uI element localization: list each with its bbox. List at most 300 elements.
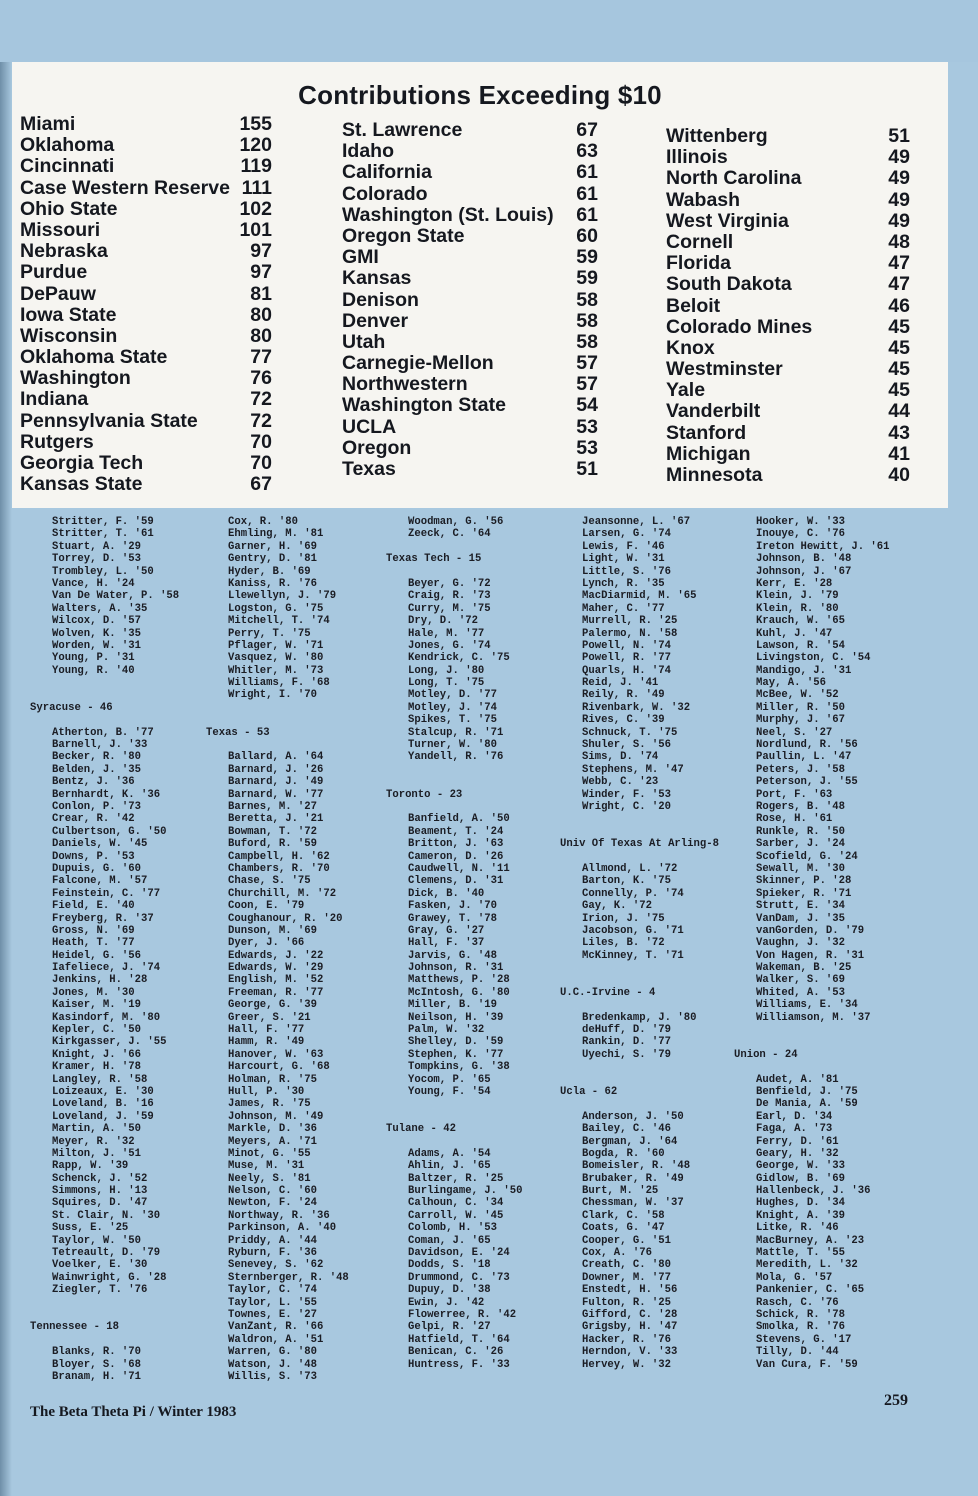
contribution-count: 45 <box>888 336 910 359</box>
contribution-count: 57 <box>576 352 598 375</box>
section-heading: Univ Of Texas At Arling-8 <box>560 838 719 851</box>
donor-entry: Krauch, W. '65 <box>756 615 846 628</box>
donor-entry: Young, F. '54 <box>408 1085 491 1098</box>
donor-entry: Bomeisler, R. '48 <box>582 1160 691 1173</box>
donor-entry: Miller, R. '50 <box>756 701 846 714</box>
donor-entry: Gifford, C. '28 <box>582 1309 678 1321</box>
ranking-row <box>20 347 272 368</box>
donor-entry: Edwards, J. '22 <box>228 949 324 962</box>
listing-column-4 <box>560 516 719 1371</box>
school-name: South Dakota <box>666 273 792 296</box>
donor-entry: Knight, A. '39 <box>756 1209 846 1222</box>
donor-entry: Taylor, C. '74 <box>228 1284 318 1297</box>
contribution-count: 40 <box>888 464 910 486</box>
donor-entry: Warren, G. '80 <box>228 1346 318 1359</box>
donor-entry: Turner, W. '80 <box>408 739 498 752</box>
contribution-count: 43 <box>888 421 910 444</box>
donor-entry: Craig, R. '73 <box>408 590 491 603</box>
spacer <box>228 714 349 726</box>
donor-entry: Chessman, W. '37 <box>582 1197 684 1210</box>
contribution-count: 67 <box>250 473 272 496</box>
donor-entry: Edwards, W. '29 <box>228 962 324 975</box>
donor-entry: Johnson, B. '48 <box>756 553 852 566</box>
donor-entry: De Mania, A. '59 <box>756 1098 858 1111</box>
donor-entry: Ehmling, M. '81 <box>228 528 324 541</box>
donor-entry: Chambers, R. '70 <box>228 862 330 875</box>
ranking-row <box>20 389 272 410</box>
donor-entry: Llewellyn, J. '79 <box>228 590 337 603</box>
donor-entry: Schenck, J. '52 <box>52 1172 148 1185</box>
donor-entry: Van Cura, F. '59 <box>756 1358 858 1371</box>
donor-entry: Nordlund, R. '56 <box>756 739 858 752</box>
donor-entry: Blanks, R. '70 <box>52 1346 142 1359</box>
contribution-count: 60 <box>576 224 598 247</box>
ranking-row <box>666 253 910 274</box>
donor-entry: Neely, S. '81 <box>228 1172 311 1185</box>
donor-entry: Whitler, M. '73 <box>228 664 324 677</box>
donor-entry: Jones, G. '74 <box>408 639 491 652</box>
school-name: Iowa State <box>20 303 117 326</box>
spacer <box>408 1111 522 1123</box>
spacer <box>408 541 522 553</box>
donor-entry: vanGorden, D. '79 <box>756 924 865 937</box>
donor-entry: Campbell, H. '62 <box>228 850 330 863</box>
donor-entry: Barton, K. '75 <box>582 875 672 888</box>
ranking-row <box>666 168 910 189</box>
donor-entry: Buford, R. '59 <box>228 838 318 851</box>
donor-entry: George, W. '33 <box>756 1160 846 1173</box>
spacer <box>52 1309 179 1321</box>
school-name: Yale <box>666 379 706 402</box>
contribution-count: 101 <box>239 218 272 241</box>
ranking-row <box>666 274 910 295</box>
school-name: Carnegie-Mellon <box>342 352 494 375</box>
donor-entry: Paullin, L. '47 <box>756 751 852 764</box>
donor-entry: Mattle, T. '55 <box>756 1247 846 1260</box>
footer-publication: The Beta Theta Pi / Winter 1983 <box>30 1404 237 1420</box>
donor-entry: Downs, P. '53 <box>52 850 135 863</box>
contribution-count: 45 <box>888 315 910 338</box>
donor-entry: Bernhardt, K. '36 <box>52 788 161 801</box>
donor-entry: Cooper, G. '51 <box>582 1234 672 1247</box>
contribution-count: 102 <box>239 197 272 220</box>
donor-entry: Conlon, P. '73 <box>52 800 142 813</box>
donor-entry: Hughes, D. '34 <box>756 1197 846 1210</box>
donor-entry: Voelker, E. '30 <box>52 1259 148 1272</box>
spacer <box>582 999 719 1011</box>
spacer <box>408 764 522 776</box>
ranking-row <box>666 401 910 422</box>
contribution-count: 59 <box>576 246 598 269</box>
donor-entry: Worden, W. '31 <box>52 639 142 652</box>
donor-entry: Smolka, R. '76 <box>756 1321 846 1334</box>
school-name: Missouri <box>20 218 101 241</box>
school-name: California <box>342 161 432 184</box>
donor-entry: McBee, W. '52 <box>756 689 839 702</box>
donor-entry: James, R. '75 <box>228 1098 311 1111</box>
school-name: Northwestern <box>342 373 468 396</box>
donor-entry: Parkinson, A. '40 <box>228 1222 337 1235</box>
donor-entry: Rose, H. '61 <box>756 813 833 826</box>
school-name: St. Lawrence <box>342 119 463 141</box>
donor-entry: Gelpi, R. '27 <box>408 1321 491 1334</box>
school-name: Kansas State <box>20 473 143 496</box>
donor-entry: Kendrick, C. '75 <box>408 652 510 665</box>
donor-entry: Powell, R. '77 <box>582 652 672 665</box>
section-heading: Toronto - 23 <box>386 788 463 801</box>
donor-entry: Palermo, N. '58 <box>582 627 678 640</box>
donor-entry: Fulton, R. '25 <box>582 1296 672 1309</box>
donor-entry: Kasindorf, M. '80 <box>52 1011 161 1024</box>
donor-entry: Loveland, J. '59 <box>52 1110 154 1123</box>
donor-entry: Milton, J. '51 <box>52 1147 142 1160</box>
ranking-row <box>20 241 272 262</box>
donor-entry: Kerr, E. '28 <box>756 577 833 590</box>
donor-entry: Ireton Hewitt, J. '61 <box>756 540 890 553</box>
donor-entry: Drummond, C. '73 <box>408 1271 510 1284</box>
school-name: Beloit <box>666 294 721 317</box>
spacer <box>756 1061 890 1073</box>
donor-entry: Geary, H. '32 <box>756 1147 839 1160</box>
donor-entry: Freeman, R. '77 <box>228 986 324 999</box>
donor-entry: Holman, R. '75 <box>228 1073 318 1086</box>
donor-entry: English, M. '52 <box>228 974 324 987</box>
donor-entry: Kaniss, R. '76 <box>228 577 318 590</box>
donor-entry: Crear, R. '42 <box>52 813 135 826</box>
section-heading: Texas - 53 <box>206 726 270 739</box>
donor-entry: Inouye, C. '76 <box>756 528 846 541</box>
school-name: Washington (St. Louis) <box>342 203 554 226</box>
donor-entry: Stuart, A. '29 <box>52 540 142 553</box>
donor-entry: Port, F. '63 <box>756 788 833 801</box>
donor-entry: Feinstein, C. '77 <box>52 887 161 900</box>
donor-entry: Chase, S. '75 <box>228 875 311 888</box>
school-name: Case Western Reserve <box>20 176 230 199</box>
contribution-count: 53 <box>576 415 598 438</box>
donor-entry: Lynch, R. '35 <box>582 577 665 590</box>
donor-entry: May, A. '56 <box>756 677 826 690</box>
ranking-row <box>20 114 272 135</box>
spacer <box>408 776 522 788</box>
donor-entry: Hamm, R. '49 <box>228 1036 305 1049</box>
donor-entry: Perry, T. '75 <box>228 627 311 640</box>
donor-entry: Strutt, E. '34 <box>756 900 846 913</box>
donor-entry: Kirkgasser, J. '55 <box>52 1036 167 1049</box>
donor-entry: Bailey, C. '46 <box>582 1123 672 1136</box>
donor-entry: Enstedt, H. '56 <box>582 1284 678 1297</box>
contribution-count: 77 <box>250 346 272 369</box>
ranking-row <box>666 126 910 147</box>
donor-entry: Johnson, R. '31 <box>408 962 504 975</box>
ranking-row <box>342 311 598 332</box>
section-heading: Ucla - 62 <box>560 1085 618 1098</box>
spacer <box>52 677 179 689</box>
donor-entry: Senevey, S. '62 <box>228 1259 324 1272</box>
donor-entry: Gidlow, B. '69 <box>756 1172 846 1185</box>
donor-entry: Johnson, M. '49 <box>228 1110 324 1123</box>
school-name: Idaho <box>342 140 394 163</box>
donor-entry: Simmons, H. '13 <box>52 1185 148 1198</box>
donor-entry: Ewin, J. '42 <box>408 1296 485 1309</box>
contribution-count: 120 <box>239 134 272 157</box>
donor-entry: Schnuck, T. '75 <box>582 726 678 739</box>
ranking-row <box>666 359 910 380</box>
donor-entry: Huntress, F. '33 <box>408 1358 510 1371</box>
donor-entry: Hooker, W. '33 <box>756 516 846 528</box>
donor-entry: Jones, M. '30 <box>52 986 135 999</box>
contribution-count: 97 <box>250 261 272 284</box>
contributions-box <box>12 62 948 508</box>
school-name: Oregon <box>342 436 412 459</box>
donor-entry: Wolven, K. '35 <box>52 627 142 640</box>
donor-entry: Winder, F. '53 <box>582 788 672 801</box>
contribution-count: 54 <box>576 394 598 417</box>
donor-entry: Von Hagen, R. '31 <box>756 949 865 962</box>
donor-entry: Brubaker, R. '49 <box>582 1172 684 1185</box>
donor-entry: Williams, E. '34 <box>756 999 858 1012</box>
section-heading: Tulane - 42 <box>386 1123 456 1136</box>
donor-entry: Falcone, M. '57 <box>52 875 148 888</box>
ranking-row <box>342 184 598 205</box>
donor-entry: Anderson, J. '50 <box>582 1110 684 1123</box>
donor-entry: Stritter, F. '59 <box>52 516 154 528</box>
contribution-count: 63 <box>576 140 598 163</box>
donor-entry: Larsen, G. '74 <box>582 528 672 541</box>
ranking-row <box>342 141 598 162</box>
school-name: Wittenberg <box>666 125 768 147</box>
donor-entry: Kaiser, M. '19 <box>52 999 142 1012</box>
donor-entry: Allmond, L. '72 <box>582 862 678 875</box>
section-heading: Tennessee - 18 <box>30 1321 120 1334</box>
donor-entry: Taylor, L. '55 <box>228 1296 318 1309</box>
donor-entry: Priddy, A. '44 <box>228 1234 318 1247</box>
donor-entry: Flowerree, R. '42 <box>408 1309 517 1321</box>
school-name: Purdue <box>20 261 88 284</box>
donor-entry: Coughanour, R. '20 <box>228 912 343 925</box>
school-name: Florida <box>666 252 732 275</box>
donor-entry: Rapp, W. '39 <box>52 1160 129 1173</box>
ranking-column-1 <box>20 114 272 495</box>
donor-entry: Hall, F. '37 <box>408 937 485 950</box>
donor-entry: Peterson, J. '55 <box>756 776 858 789</box>
donor-entry: Peters, J. '58 <box>756 763 846 776</box>
donor-entry: Yandell, R. '76 <box>408 751 504 764</box>
donor-entry: Pankenier, C. '65 <box>756 1284 865 1297</box>
contribution-count: 58 <box>576 309 598 332</box>
donor-entry: Torrey, D. '53 <box>52 553 142 566</box>
donor-entry: Clark, C. '58 <box>582 1209 665 1222</box>
donor-entry: Townes, E. '27 <box>228 1309 318 1321</box>
spacer <box>52 689 179 701</box>
donor-entry: Faga, A. '73 <box>756 1123 833 1136</box>
contribution-count: 51 <box>576 458 598 480</box>
school-name: Knox <box>666 336 715 359</box>
donor-entry: Young, P. '31 <box>52 652 135 665</box>
donor-entry: Field, E. '40 <box>52 900 135 913</box>
donor-entry: Long, T. '75 <box>408 677 485 690</box>
listing-column-2 <box>206 516 349 1383</box>
donor-entry: Johnson, J. '67 <box>756 565 852 578</box>
ranking-row <box>666 338 910 359</box>
donor-entry: Bowman, T. '72 <box>228 825 318 838</box>
ranking-row <box>20 453 272 474</box>
donor-entry: Barnell, J. '33 <box>52 739 148 752</box>
contribution-count: 76 <box>250 367 272 390</box>
ranking-row <box>20 368 272 389</box>
donor-entry: Coman, J. '65 <box>408 1234 491 1247</box>
donor-entry: George, G. '39 <box>228 999 318 1012</box>
contribution-count: 44 <box>888 400 910 423</box>
ranking-row <box>20 326 272 347</box>
donor-entry: Little, S. '76 <box>582 565 672 578</box>
donor-entry: MacBurney, A. '23 <box>756 1234 865 1247</box>
ranking-row <box>342 205 598 226</box>
donor-entry: Mola, G. '57 <box>756 1271 833 1284</box>
school-name: Michigan <box>666 442 751 465</box>
donor-entry: Grigsby, H. '47 <box>582 1321 678 1334</box>
donor-entry: Vasquez, W. '80 <box>228 652 324 665</box>
donor-entry: Williams, F. '68 <box>228 677 330 690</box>
contribution-count: 61 <box>576 161 598 184</box>
ranking-row <box>342 353 598 374</box>
school-name: Westminster <box>666 358 783 381</box>
donor-entry: Becker, R. '80 <box>52 751 142 764</box>
donor-entry: Stritter, T. '61 <box>52 528 154 541</box>
donor-entry: Stevens, G. '17 <box>756 1333 852 1346</box>
donor-entry: Atherton, B. '77 <box>52 726 154 739</box>
donor-entry: Sarber, J. '24 <box>756 838 846 851</box>
spacer <box>228 702 349 714</box>
donor-entry: Daniels, W. '45 <box>52 838 148 851</box>
donor-entry: Klein, J. '79 <box>756 590 839 603</box>
donor-entry: Branam, H. '71 <box>52 1370 142 1383</box>
donor-entry: Ahlin, J. '65 <box>408 1160 491 1173</box>
donor-entry: Rivenbark, W. '32 <box>582 701 691 714</box>
donor-entry: Barnard, J. '26 <box>228 763 324 776</box>
school-name: Denison <box>342 288 419 311</box>
ranking-row <box>20 135 272 156</box>
donor-entry: Freyberg, R. '37 <box>52 912 154 925</box>
donor-entry: Knight, J. '66 <box>52 1048 142 1061</box>
donor-entry: Langley, R. '58 <box>52 1073 148 1086</box>
school-name: Kansas <box>342 267 412 290</box>
donor-entry: Kuhl, J. '47 <box>756 627 833 640</box>
donor-entry: Hall, F. '77 <box>228 1024 305 1037</box>
donor-entry: VanZant, R. '66 <box>228 1321 324 1334</box>
donor-entry: Dupuis, G. '60 <box>52 862 142 875</box>
section-heading: Texas Tech - 15 <box>386 553 482 566</box>
donor-entry: Woodman, G. '56 <box>408 516 504 528</box>
school-name: Stanford <box>666 421 747 444</box>
ranking-row <box>666 317 910 338</box>
donor-entry: Stephen, K. '77 <box>408 1048 504 1061</box>
donor-entry: Hatfield, T. '64 <box>408 1333 510 1346</box>
donor-entry: Quarls, H. '74 <box>582 664 672 677</box>
donor-entry: Wright, C. '20 <box>582 800 672 813</box>
donor-entry: Kepler, C. '50 <box>52 1024 142 1037</box>
donor-entry: Jarvis, G. '48 <box>408 949 498 962</box>
contribution-count: 67 <box>576 119 598 141</box>
ranking-row <box>20 262 272 283</box>
donor-entry: Hanover, W. '63 <box>228 1048 324 1061</box>
donor-entry: Barnes, M. '27 <box>228 800 318 813</box>
school-name: Rutgers <box>20 430 94 453</box>
school-name: Oklahoma State <box>20 346 168 369</box>
donor-entry: Dunson, M. '69 <box>228 924 318 937</box>
donor-entry: Tilly, D. '44 <box>756 1346 839 1359</box>
donor-entry: Bogda, R. '60 <box>582 1147 665 1160</box>
spacer <box>408 801 522 813</box>
spacer <box>582 962 719 974</box>
donor-entry: Ryburn, F. '36 <box>228 1247 318 1260</box>
school-name: Nebraska <box>20 240 108 263</box>
donor-entry: Taylor, W. '50 <box>52 1234 142 1247</box>
donor-entry: Benfield, J. '75 <box>756 1085 858 1098</box>
donor-entry: Neel, S. '27 <box>756 726 833 739</box>
contribution-count: 57 <box>576 373 598 396</box>
contribution-count: 61 <box>576 182 598 205</box>
donor-entry: Shelley, D. '59 <box>408 1036 504 1049</box>
donor-entry: deHuff, D. '79 <box>582 1024 672 1037</box>
donor-entry: Baltzer, R. '25 <box>408 1172 504 1185</box>
ranking-row <box>342 290 598 311</box>
donor-entry: Beament, T. '24 <box>408 825 504 838</box>
donor-entry: Bergman, J. '64 <box>582 1135 678 1148</box>
ranking-row <box>20 432 272 453</box>
ranking-row <box>342 162 598 183</box>
donor-entry: Bloyer, S. '68 <box>52 1358 142 1371</box>
page-number: 259 <box>884 1392 908 1409</box>
donor-entry: Dodds, S. '18 <box>408 1259 491 1272</box>
donor-entry: Davidson, E. '24 <box>408 1247 510 1260</box>
contribution-count: 49 <box>888 146 910 169</box>
school-name: Wabash <box>666 188 741 211</box>
donor-entry: Colomb, H. '53 <box>408 1222 498 1235</box>
donor-entry: Neilson, H. '39 <box>408 1011 504 1024</box>
donor-entry: Stephens, M. '47 <box>582 763 684 776</box>
donor-entry: Klein, R. '80 <box>756 602 839 615</box>
donor-entry: Heath, T. '77 <box>52 937 135 950</box>
donor-entry: Vaughn, J. '32 <box>756 937 846 950</box>
spacer <box>408 1098 522 1110</box>
donor-entry: Greer, S. '21 <box>228 1011 311 1024</box>
contribution-count: 70 <box>250 452 272 474</box>
school-name: Colorado Mines <box>666 315 813 338</box>
contribution-count: 58 <box>576 288 598 311</box>
ranking-row <box>20 474 272 495</box>
ranking-row <box>342 395 598 416</box>
school-name: Colorado <box>342 182 428 205</box>
ranking-row <box>342 226 598 247</box>
donor-entry: Hacker, R. '76 <box>582 1333 672 1346</box>
ranking-row <box>666 211 910 232</box>
donor-entry: Tompkins, G. '38 <box>408 1061 510 1074</box>
donor-entry: Rives, C. '39 <box>582 714 665 727</box>
donor-entry: Motley, J. '74 <box>408 701 498 714</box>
donor-entry: Loveland, B. '16 <box>52 1098 154 1111</box>
donor-entry: Barnard, W. '77 <box>228 788 324 801</box>
school-name: Washington <box>20 367 131 390</box>
donor-entry: Harcourt, G. '68 <box>228 1061 330 1074</box>
donor-entry: Van De Water, P. '58 <box>52 590 180 603</box>
donor-entry: Gray, G. '27 <box>408 924 485 937</box>
donor-entry: Meyer, R. '32 <box>52 1135 135 1148</box>
contribution-count: 45 <box>888 358 910 381</box>
donor-entry: VanDam, J. '35 <box>756 912 846 925</box>
school-name: Oregon State <box>342 224 465 247</box>
ranking-row <box>666 423 910 444</box>
spacer <box>582 1074 719 1086</box>
